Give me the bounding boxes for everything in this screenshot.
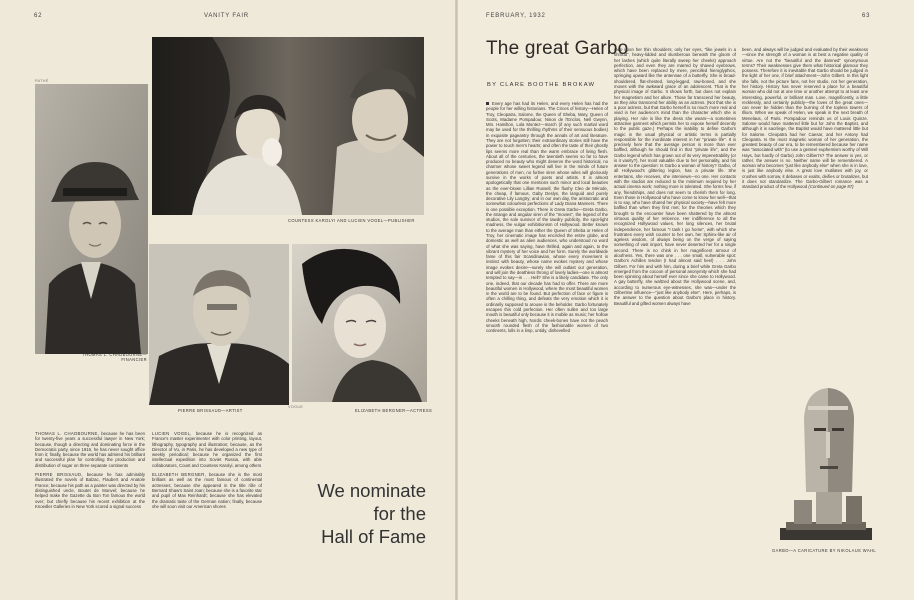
caption-chadbourne: THOMAS L. CHADBOURNE— FINANCIER	[82, 352, 147, 362]
photo-credit: VOGUE	[288, 405, 304, 409]
photo-karolyi-vogel	[152, 37, 424, 215]
left-page	[0, 0, 456, 600]
photo-brissaud	[149, 244, 289, 405]
page-number: 63	[862, 13, 871, 19]
photo-credit: PATHÉ	[35, 79, 49, 83]
garbo-caricature-sculpture	[776, 382, 876, 545]
article-byline: BY CLARE BOOTHE BROKAW	[487, 82, 596, 88]
left-column-1	[35, 431, 145, 513]
bio-vogel: LUCIEN VOGEL, because he is recognized as France's master experimenter with color printing, layout, lithography, typography and illustration; because, as the Director of Vu, in Paris, he has developed a new type of weekly periodical; because he organized the first intellectual expedition into Soviet Russia, with able collaborators, Count and Countess Karolyi, among others	[152, 431, 263, 468]
article-column-2: mop upon her thin shoulders; only her eyes, "like jewels in a shroud", heavy-lidded and slumberous beneath the gloom of her lashes (which quite literally sweep her cheeks) approach perfection, and even they are marred by shaved eyebrows, which have been replaced by mere, pencilled hieroglyphics, springing upward like the antennae of a butterfly. She is broad-shouldered, flat-chested, long-legged, raw-boned, and she moves with the awkward grace of an adolescent. That is the physical image of Garbo. It shows forth, but does not explain her magnetism and her allure. Those far transcend her beauty, as they also transcend her ability as an actress. (Not that she is a poor actress, but that Garbo herself is so much more real and vivid in her audience's mind than the character which she is playing. Her role is like the dress she wears—a sometimes attractive garment which permits her to expose herself decently to the public gaze.) Perhaps the inability to define Garbo's magic in the usual physical or artistic terms is partially responsible for the inordinate interest in her "private life". It is precisely here that the average person is more than ever baffled, although he should find in that "private life", and the Garbo legend which has grown out of its very impenetrability (or is it vanity?), her most valuable clue to her personality, and his answer to the question: Is Garbo a woman of history? Garbo, of all Hollywood's glittering legion, has a private life. She entertains, she receives, she interviews—no one. Her contacts with the studios are reduced to the minimum required by her actual cinema work; nothing more is tolerated. She forms few, if any, friendships, and does not seem to cherish them for long. Even those in Hollywood who have come to know her well—that is to say, who have shared her physical society—have felt more baffled than when they first met; for the theories which they brought to the encounter have been shattered by the almost virtuous quality of her reticence. Her indifference to all the recognized Hollywood values, her long silences, her brutal independence, her famous "I tank I go home", with which she frustrates every wish counter to her own, her Sphinx-like air of ageless wisdom, of always being on the verge of saying something of vast import, have never deserted her for a single second. There is no chink in her magnificent armour of aloofness. Yes, there was one . . . one small, vulnerable spot: Garbo's Achilles tendon (I had almost said heel) . . . John Gilbert. For him and with him, during a brief while Greta Garbo emerged from the cocoon of personal anonymity which she had been spinning about herself ever since she came to Hollywood. A gay butterfly, she waltzed about the Hollywood scene, and, according to numerous eye-witnesses, she was—under the Gilbertine influence—"just like anybody else". Here, perhaps, is the answer to the question about Garbo's place in history. Beautiful and gifted women always have	[614, 47, 736, 306]
bio-bergner: ELIZABETH BERGNER, because she is the most brilliant as well as the most famous of continental actresses; because she appeared in the title rôle of Bernard Shaw's Saint Joan; because she is a favorite star and pupil of Max Reinhardt; because she has elevated the dramatic taste of the German nation; finally, because she will soon visit our American shores	[152, 472, 262, 509]
bio-chadbourne: THOMAS L. CHADBOURNE, because he has been for twenty-five years a successful lawyer in New York; because, though a directing and dominating force in the Democratic party, since 1916, he has never sought office from it; finally, because the world has admired his brilliant and successful plan for controlling the production and distribution of sugar on three separate continents	[35, 431, 145, 468]
caption-brissaud: PIERRE BRISSAUD—ARTIST	[178, 408, 243, 413]
caption-karolyi-vogel: COUNTESS KAROLYI AND LUCIEN VOGEL—PUBLISHER	[288, 218, 415, 223]
running-header: VANITY FAIR	[204, 13, 249, 19]
article-column-3: been, and always will be judged and evaluated by their weakness—since the strength of a woman is at best a negative quality of virtue. Are not the "beautiful and the damned" synonymous terms? Their weaknesses give them what historical glamour they possess. Therefore it is inevitable that Garbo should be judged in the light of her one, if brief attachment—John Gilbert. In this light she falls, not the picture fans, not her studio, not her generation, her history. History has never reserved a place for a beautiful woman who did not at one time or another attempt to at least one interesting, powerful, or brilliant man. Love, magnificently, a little recklessly, and certainly publicly—the loves of the great ones—can never be hidden than the burning of the topless towers of Illium. When we speak of Helen, we speak in the next breath of Menelaus, of Paris. Pompadour reminds us of Louis Quinze. Salome would have mattered little but for John the Baptist, and although it is sacrilege, the Baptist would have mattered little but for Salome. Cleopatra had her Caesar, and her Antony had Cleopatra. Is the most magnetic woman of her generation, the greatest beauty of our era, to be remembered because her name was "associated with" (to use a genteel euphemism worthy of Will Hays, but hardly of Garbo) John Gilbert's? The answer is yes, or rather, the answer is no. Neither name will be remembered. A woman who becomes "just like anybody else" when she is in love, is just like anybody else. A great love mutilates with joy, or crushes with sorrow, it debases or exalts, deifies or brutalizes, but it does not standardize. The Garbo-Gilbert romance was a standard product of the Hollywood (Continued on page 87)	[742, 47, 868, 190]
caption-garbo-caricature: GARBO—A CARICATURE BY NIKOLAUS WAHL	[772, 548, 877, 553]
bullet-icon	[486, 102, 489, 105]
photo-chadbourne	[35, 84, 148, 354]
bio-brissaud: PIERRE BRISSAUD, because he has admirably illustrated the novels of Balzac, Flaubert and Anatole France; because his path as a painter was directed by his distinguished uncle, Boutet de Monvel; because he helped make the Gazette du Bon Ton famous the world over; but chiefly because his recent exhibition at the Knoedler Galleries in New York scored a signal success	[35, 472, 146, 509]
photo-bergner	[292, 244, 427, 402]
issue-date: FEBRUARY, 1932	[486, 13, 546, 19]
caption-bergner: ELIZABETH BERGNER—ACTRESS	[355, 408, 433, 413]
article-column-1: Every age has had its Helen, and every Helen has had the people for her willing historians. The Circes of history—Helen of Troy, Cleopatra, Salome, the Queen of Sheba, Mary, Queen of Scots, Madame Pompadour, Ninon de l'Enclos, Nell Gwynn, Mrs. Hamilton, Lola Montez—march (if any such martial word may be used for the thrilling rhythms of their sensuous bodies) in exquisite pageantry through the annals of art and literature. They are not forgotten; their extraordinary stories still have the power to touch men's hearts; and often the taste of their ghostly lips seems more real than the warm embrace of living flesh. About all of the centuries, the twentieth seems so far to have produced no beauty who might deserve the word historical, no charmer whose sweet legend will live in the minds of future generations of men, no furtive siren whose wiles will gloriously survive in the works of poets and artists. It is almost apologetically that one mentions such minor and local beauties as the ever-blown Lillian Russell, the flushy Cleo de Mérode, the cheap, if famous, Gaby Deslys, the languid and purely decorative Lily Langtry; and in our own day, the aristocratic and somewhat colourless perfections of Lady Diana Manners. There is one possible exception. There is Greta Garbo—Greta Garbo, the strange and angular siren of the "movies", the legend of the studios, the sole survivor of the tawdry publicity, the spot-light madness, the vulgar exhibitionism of Hollywood. Better known to the average man than either the Queen of Sheba or Helen of Troy, her cinematic image has encircled the entire globe, and domestic as well as alien audiences, who understood no word of what she was saying, have thrilled, again and again, to the vibrant mystery of her voice and her form. Surely the worldwide fame of this fair Scandinavian, whose every movement is instinct with beauty, whose name evokes mystery and whose image evokes desire—surely she will outlast our generation, and will join the deathless throng of lovely ladies—one is almost tempted to say—in . . . Hell? She is a likely candidate. The only one, indeed, that our decade has had to offer. There are more beautiful women in Hollywood, where the most beautiful women in the world are to be found. But perfection of face or figure is often a chilling thing, and defeats the very emotion which it is ordinarily supposed to arouse in the beholder. Garbo fortunately escapes this cold perfection. Her often sullen and too large mouth is beautiful only because it is mobile as music; her hollow cheeks beneath high, Nordic cheek-bones have not the peach smooth rounded flesh of the fashionable women of two continents, lolls in a limp, untidy, dishevelled	[486, 101, 608, 334]
left-column-2	[152, 431, 262, 513]
article-title: The great Garbo	[486, 38, 629, 59]
page-number: 62	[34, 13, 43, 19]
hall-of-fame-heading: We nominate for the Hall of Fame	[317, 480, 426, 547]
right-page	[458, 0, 914, 600]
continued-note: (Continued on page 87)	[808, 184, 854, 190]
